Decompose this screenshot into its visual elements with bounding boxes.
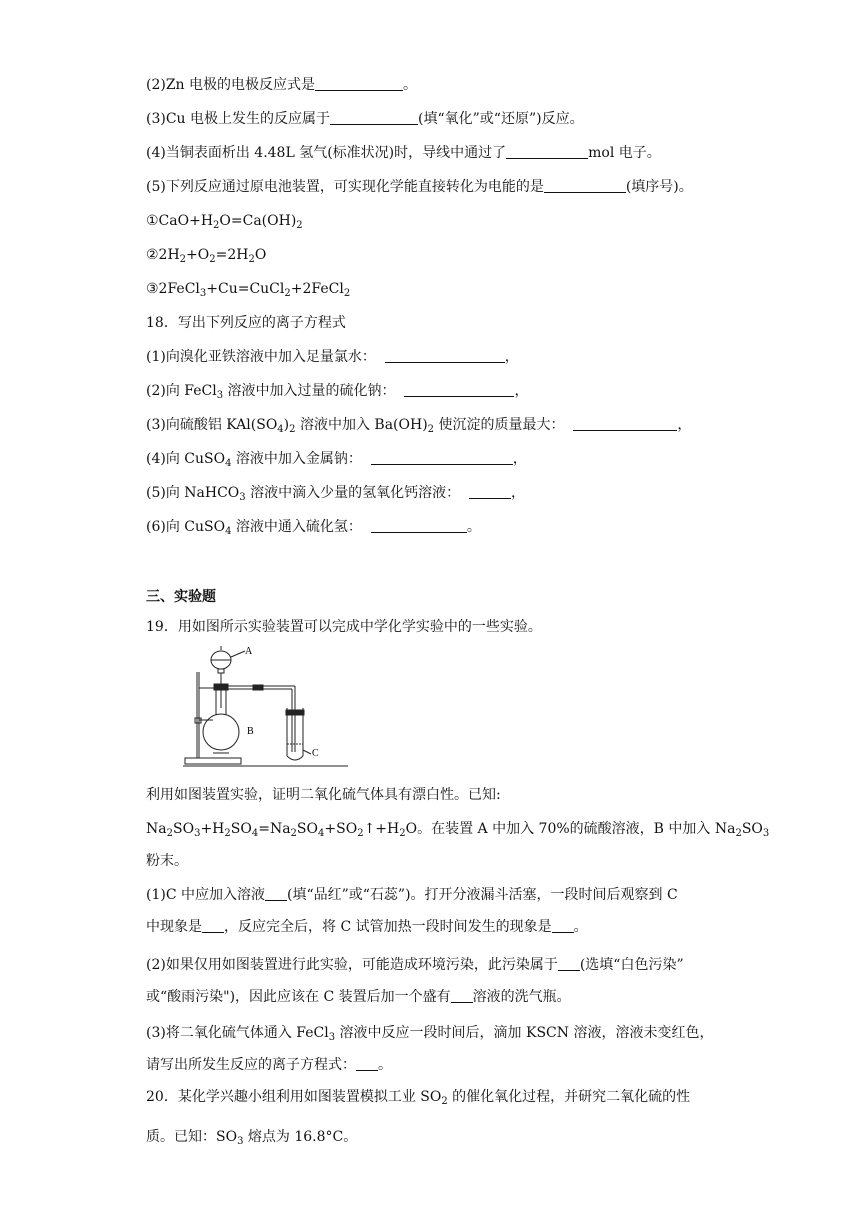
q19-powder: 粉末。 [146,853,188,869]
label-a: A [245,646,253,657]
answer-blank[interactable] [469,484,511,499]
apparatus-diagram [183,646,353,770]
answer-blank[interactable] [315,76,403,91]
q17-part2: (2)Zn 电极的电极反应式是 。 [146,77,418,93]
q18-item4: (4)向 CuSO$_4$ 溶液中加入金属钠： ， [146,451,527,469]
q18-item5: (5)向 NaHCO$_3$ 溶液中滴入少量的氢氧化钙溶液： ， [146,485,526,503]
section-heading: 三、实验题 [146,589,216,605]
apparatus-figure [183,646,353,774]
q19-part3-line1: (3)将二氧化硫气体通入 FeCl$_3$ 溶液中反应一段时间后，滴加 KSCN 溶液，溶液未变红色， [146,1025,714,1043]
q18-item1: (1)向溴化亚铁溶液中加入足量氯水： ， [146,349,519,365]
q19-part2-line2: 或“酸雨污染")，因此应该在 C 装置后加一个盛有 溶液的洗气瓶。 [146,989,571,1005]
answer-blank[interactable] [356,1056,378,1071]
answer-blank[interactable] [552,918,574,933]
q20-line2: 质。已知：$SO_3$ 熔点为 16.8°C。 [146,1129,358,1147]
q18-title: 18．写出下列反应的离子方程式 [146,315,346,331]
q19-part2-line1: (2)如果仅用如图装置进行此实验，可能造成环境污染，此污染属于 (选填“白色污染” [146,957,684,973]
reaction-option-2: $②2H_2+O_2=2H_2O$ [146,247,267,265]
answer-blank[interactable] [385,348,505,363]
label-c: C [312,748,319,759]
q19-part1-line2: 中现象是 ，反应完全后，将 C 试管加热一段时间发生的现象是 。 [146,919,588,935]
reaction-option-1: $①CaO+H_2O=Ca(OH)_2$ [146,213,303,231]
q18-item2: (2)向 FeCl$_3$ 溶液中加入过量的硫化钠： ， [146,383,529,401]
answer-blank[interactable] [371,450,513,465]
answer-blank[interactable] [265,886,287,901]
answer-blank[interactable] [573,416,677,431]
q17-part3: (3)Cu 电极上发生的反应属于 (填“氧化”或“还原”)反应。 [146,111,584,127]
answer-blank[interactable] [404,382,514,397]
label-b: B [247,726,254,737]
q19-equation: $Na_2SO_3+H_2SO_4=Na_2SO_4+SO_2↑+H_2O$。在装置 A 中加入 70%的硫酸溶液，B 中加入 $Na_2SO_3$ [146,821,770,839]
q18-item3: (3)向硫酸铝 $KAl(SO_4)_2$ 溶液中加入 $Ba(OH)_2$ 使沉淀的质量最大： ， [146,417,692,435]
answer-blank[interactable] [451,988,473,1003]
q20-line1: 20．某化学兴趣小组利用如图装置模拟工业 $SO_2$ 的催化氧化过程，并研究二氧化硫的性 [146,1089,691,1107]
answer-blank[interactable] [506,144,588,159]
q17-part4: (4)当铜表面析出 4.48L 氢气(标准状况)时，导线中通过了 mol 电子。 [146,145,661,161]
reaction-option-3: ③2FeCl$_3$+Cu=CuCl$_2$+2FeCl$_2$ [146,281,351,299]
q17-part5: (5)下列反应通过原电池装置，可实现化学能直接转化为电能的是 (填序号)。 [146,179,693,195]
q19-part1-line1: (1)C 中应加入溶液 (填“品红”或“石蕊”)。打开分液漏斗活塞，一段时间后观察到 C [146,887,678,903]
answer-blank[interactable] [330,110,418,125]
q18-item6: (6)向 CuSO$_4$ 溶液中通入硫化氢： 。 [146,519,481,537]
q19-part3-line2: 请写出所发生反应的离子方程式： 。 [146,1057,392,1073]
q19-title: 19．用如图所示实验装置可以完成中学化学实验中的一些实验。 [146,619,542,635]
q19-intro: 利用如图装置实验，证明二氧化硫气体具有漂白性。已知: [146,787,501,803]
answer-blank[interactable] [202,918,224,933]
answer-blank[interactable] [371,518,467,533]
answer-blank[interactable] [558,956,580,971]
answer-blank[interactable] [544,178,626,193]
